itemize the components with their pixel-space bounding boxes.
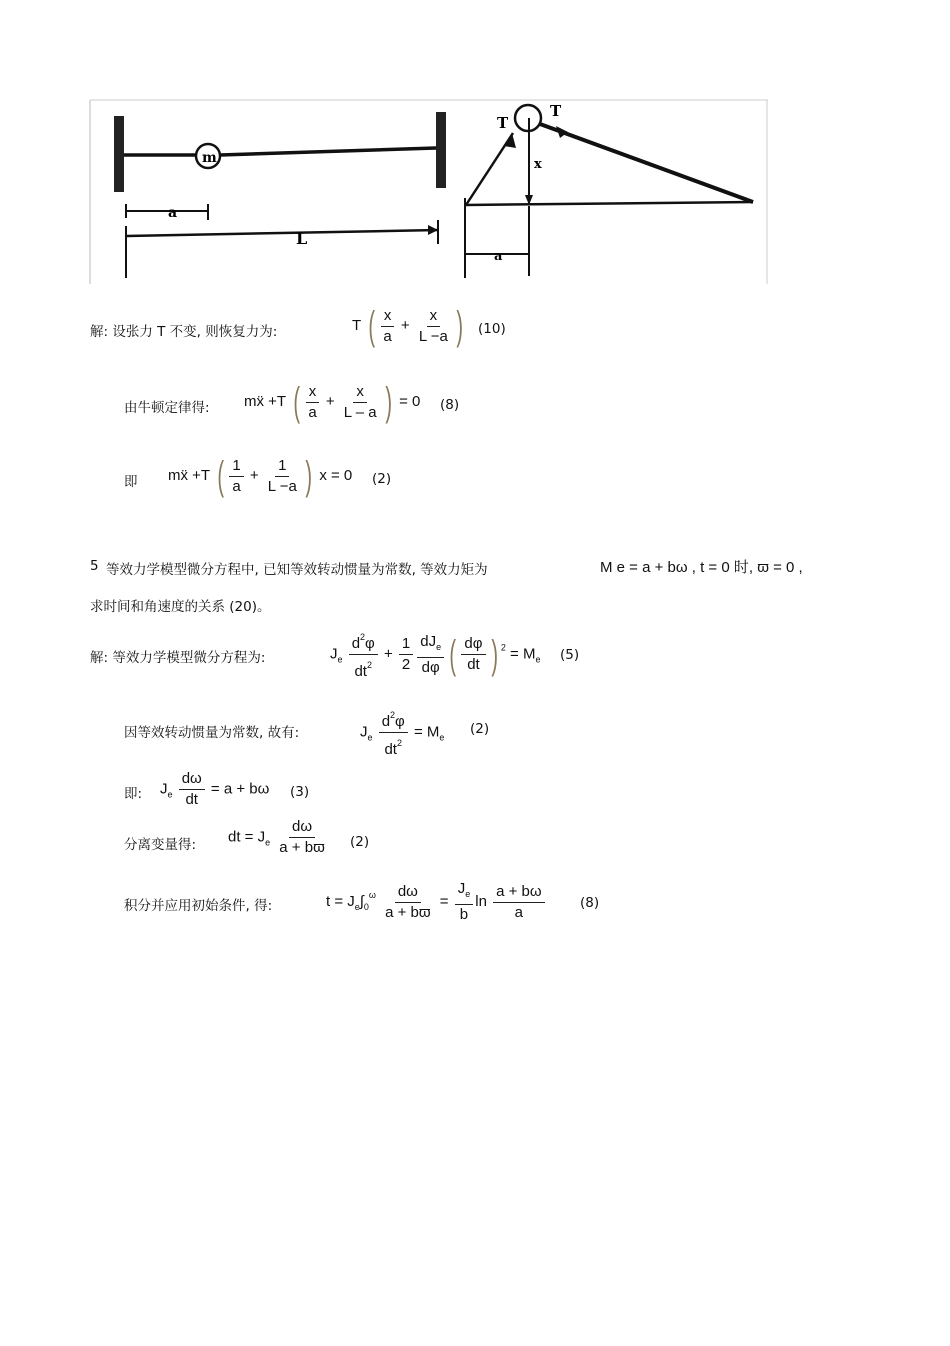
sol5-line5-label: 积分并应用初始条件, 得: bbox=[124, 898, 273, 914]
sol4-line3-label: 即 bbox=[124, 474, 138, 490]
prob5-text: 等效力学模型微分方程中, 已知等效转动惯量为常数, 等效力矩为 bbox=[106, 562, 488, 578]
sol4-line2-tag: (8) bbox=[440, 397, 460, 413]
sol4-line3-tag: (2) bbox=[372, 471, 392, 487]
prob5-text2: 求时间和角速度的关系 (20)。 bbox=[90, 599, 271, 615]
disp-x-label: x bbox=[534, 157, 542, 172]
sol5-line2-tag: (2) bbox=[470, 721, 490, 737]
sol5-line5-tag: (8) bbox=[580, 895, 600, 911]
sol5-line1-tag: (5) bbox=[560, 647, 580, 663]
tension-right-label: T bbox=[550, 102, 562, 120]
sol5-line1-label: 解: 等效力学模型微分方程为: bbox=[90, 650, 266, 666]
left-wall bbox=[114, 116, 124, 192]
sol4-line1-tag: (10) bbox=[478, 321, 506, 337]
sol5-eq4: dt = $J_e$ $\frac{d\omega}{a + bϖ}$ bbox=[228, 818, 325, 856]
prob5-cond: M e = a + bω , t = 0 时, ϖ = 0 , bbox=[600, 559, 803, 576]
sol5-line2-label: 因等效转动惯量为常数, 故有: bbox=[124, 725, 300, 741]
sol5-eq1: $J_e$ $\frac{d^2\varphi}{dt^2}$ + $\frac{1}{2}$ $\frac{dJ_e}{d\varphi}$ ( $\frac{d\varphi}{dt}$ ) $^2 = M_e$ bbox=[330, 628, 540, 681]
right-wall bbox=[436, 112, 446, 188]
sol4-line2-label: 由牛顿定律得: bbox=[124, 400, 210, 416]
sol5-line3-tag: (3) bbox=[290, 784, 310, 800]
sol5-line3-label: 即: bbox=[124, 786, 143, 802]
mass-label: m bbox=[202, 150, 217, 166]
tension-left-label: T bbox=[497, 114, 509, 132]
string-mass-figure bbox=[88, 98, 770, 286]
sol4-eq3: mẍ +T ( $\frac{1}{a}$ + $\frac{1}{L -a}$ ) x = 0 bbox=[168, 454, 353, 498]
dim-L-label: L bbox=[296, 229, 308, 248]
sol4-eq1: T ( $\frac{x}{a}$ + $\frac{x}{L -a}$ ) bbox=[352, 304, 463, 348]
sol4-line1-label: 解: 设张力 T 不变, 则恢复力为: bbox=[90, 324, 278, 340]
sol4-eq2: mẍ +T ( $\frac{x}{a}$ + $\frac{x}{L - a}$ ) = 0 bbox=[244, 380, 421, 424]
sol5-eq2: $J_e$ $\frac{d^2\varphi}{dt^2}$ = $M_e$ bbox=[360, 706, 444, 759]
dim-a-label: a bbox=[168, 205, 178, 221]
right-dim-a-label: a bbox=[494, 249, 503, 264]
prob5-number: 5 bbox=[90, 558, 99, 574]
sol5-line4-tag: (2) bbox=[350, 834, 370, 850]
sol5-line4-label: 分离变量得: bbox=[124, 837, 197, 853]
sol5-eq5: $t = J_e\int_0^\omega$ $\frac{d\omega}{a + bϖ}$ = $\frac{J_e}{b}$ ln $\frac{a + b\omega}{a}$ bbox=[326, 880, 547, 924]
sol5-eq3: $J_e$ $\frac{d\omega}{dt}$ = a + bω bbox=[160, 770, 270, 808]
